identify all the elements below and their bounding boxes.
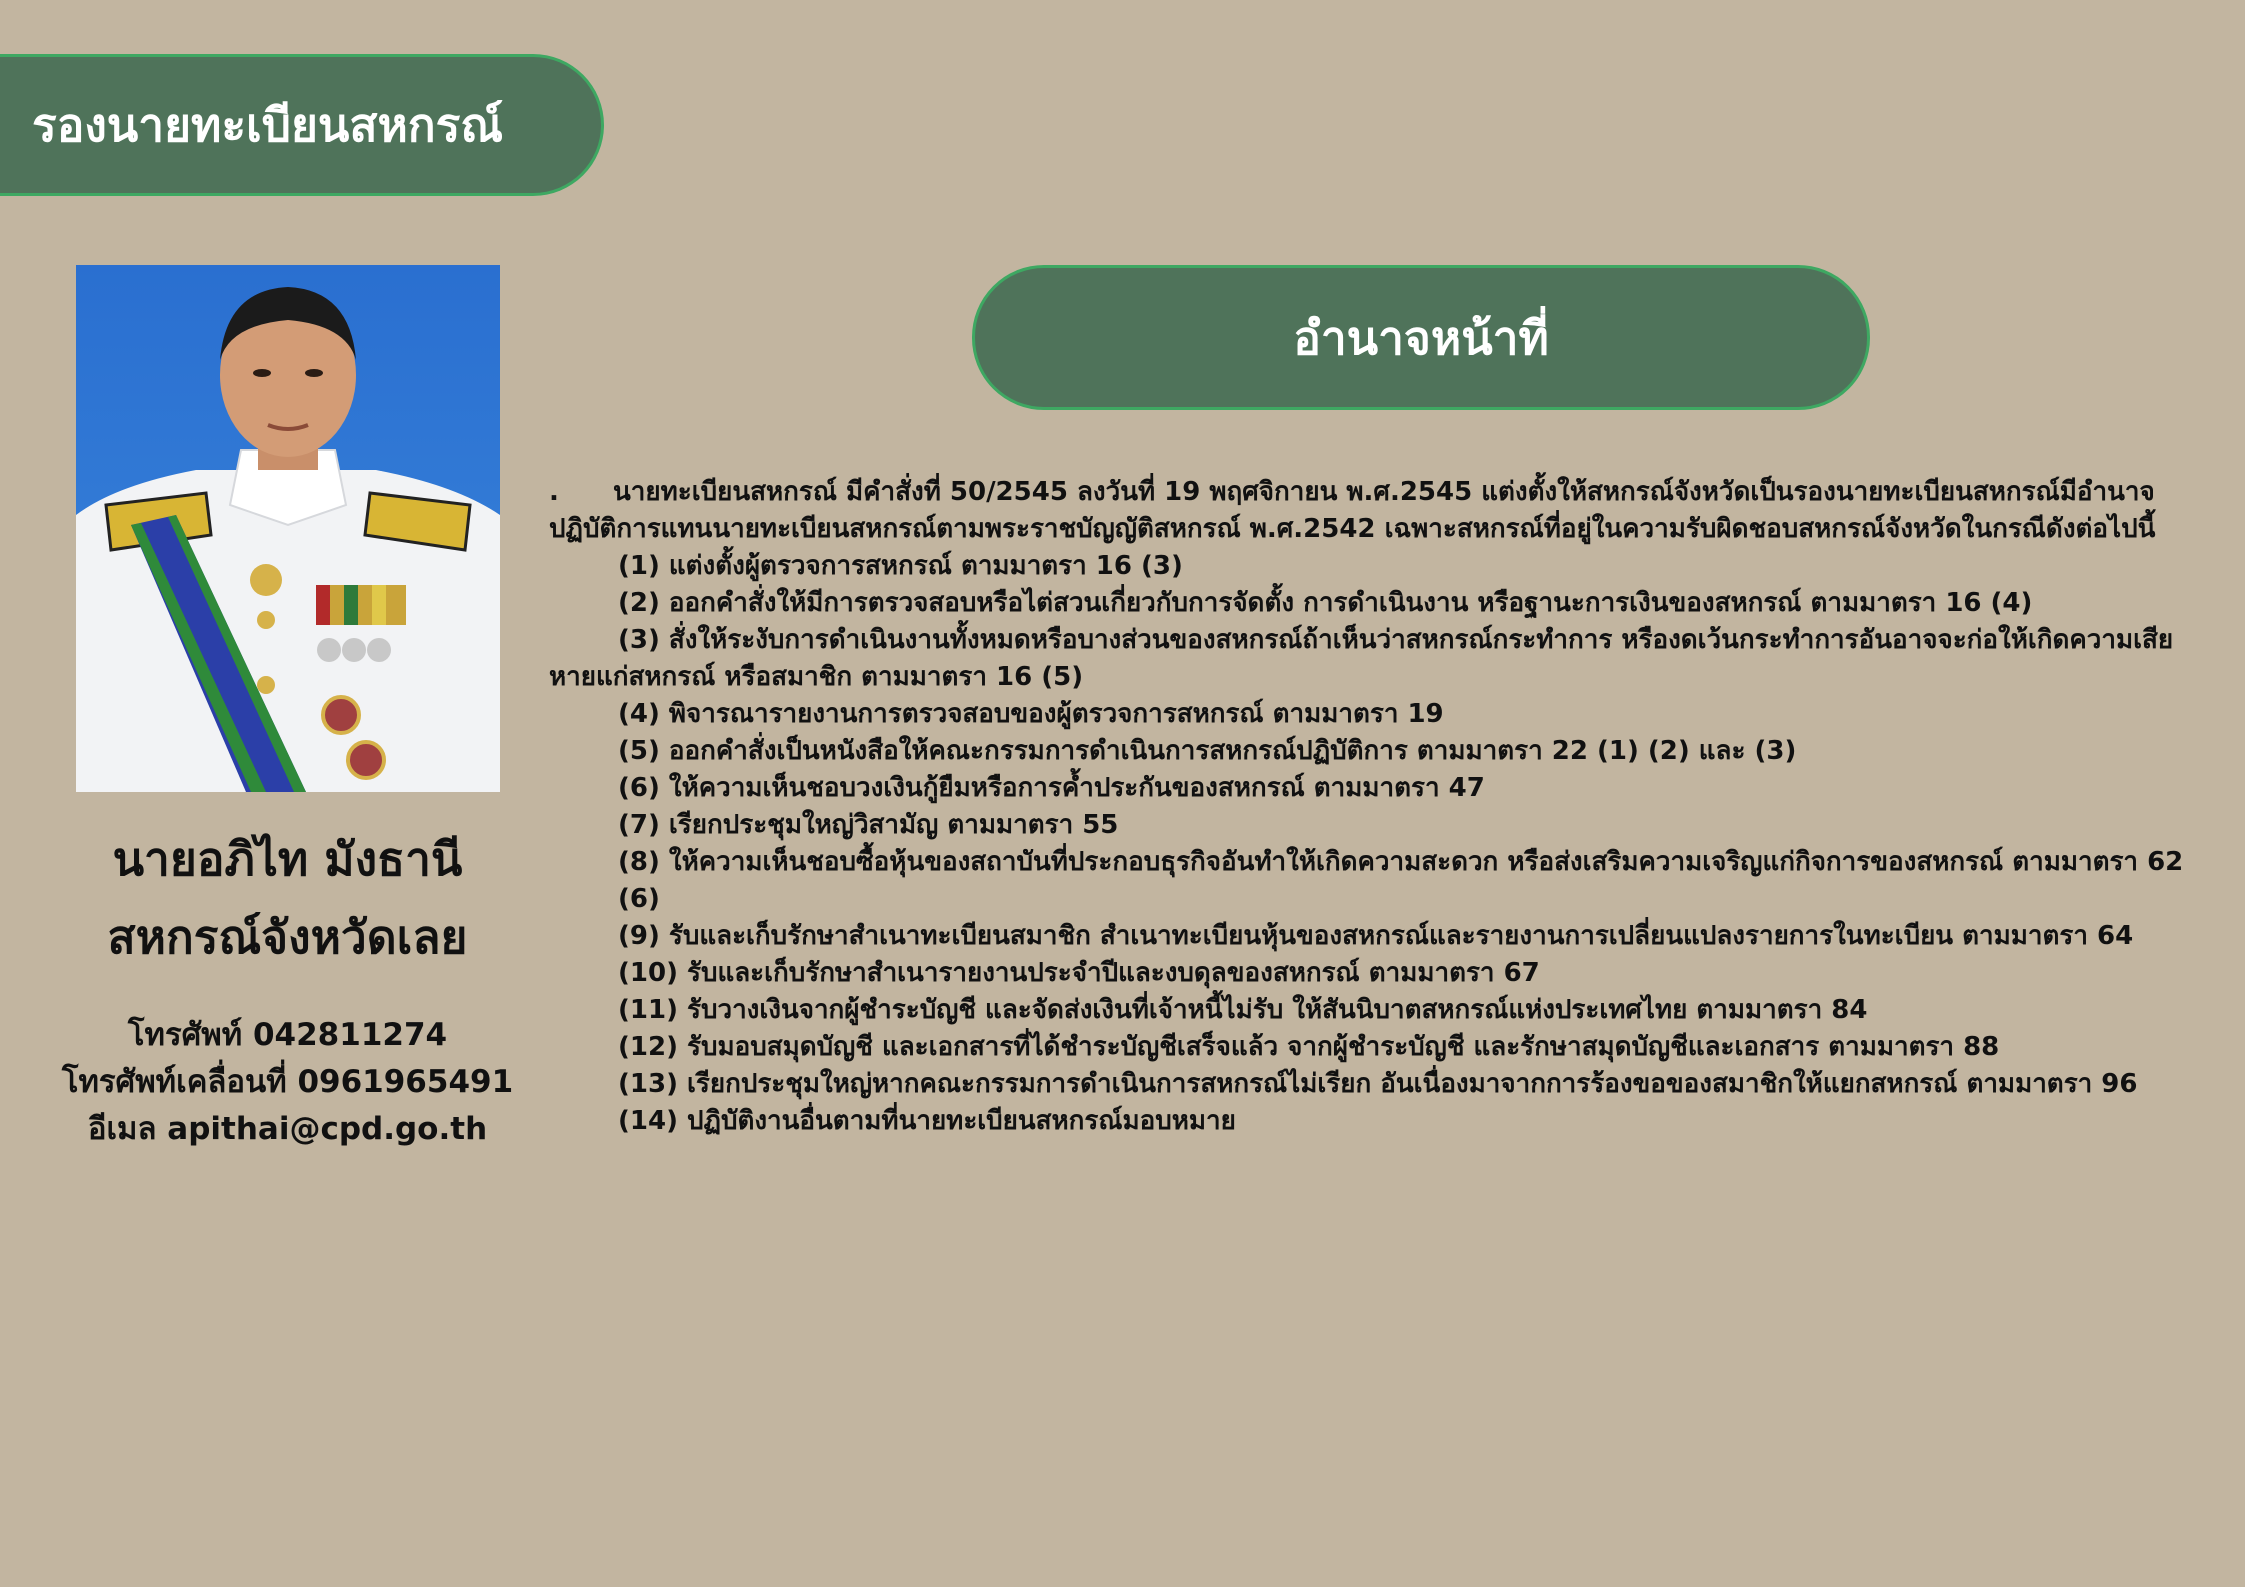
section-heading: อำนาจหน้าที่ bbox=[1293, 310, 1549, 365]
mobile-text: โทรศัพท์เคลื่อนที่ 0961965491 bbox=[61, 1064, 514, 1100]
duty-item: (8) ให้ความเห็นชอบซื้อหุ้นของสถาบันที่ประกอบธุรกิจอันทำให้เกิดความสะดวก หรือส่งเสริมความเจริญแก่กิจการของสหกรณ์ ตามมาตรา 62 (6) bbox=[618, 847, 2184, 914]
contact-block bbox=[30, 1012, 545, 1153]
email-text: อีเมล apithai@cpd.go.th bbox=[87, 1111, 488, 1147]
profile-name: นายอภิไท มังธานี bbox=[112, 832, 463, 886]
duty-item: (5) ออกคำสั่งเป็นหนังสือให้คณะกรรมการดำเนินการสหกรณ์ปฏิบัติการ ตามมาตรา 22 (1) (2) และ (3) bbox=[618, 736, 1797, 766]
duties-intro: . นายทะเบียนสหกรณ์ มีคำสั่งที่ 50/2545 ลงวันที่ 19 พฤศจิกายน พ.ศ.2545 แต่งตั้งให้สหกรณ์จังหวัดเป็นรองนายทะเบียนสหกรณ์มีอำนาจปฏิบัติการแทนนายทะเบียนสหกรณ์ตามพระราชบัญญัติสหกรณ์ พ.ศ.2542 เฉพาะสหกรณ์ที่อยู่ในความรับผิดชอบสหกรณ์จังหวัดในกรณีดังต่อไปนี้ bbox=[549, 474, 2205, 548]
duty-item: (14) ปฏิบัติงานอื่นตามที่นายทะเบียนสหกรณ์มอบหมาย bbox=[618, 1106, 1236, 1136]
duty-item: (12) รับมอบสมุดบัญชี และเอกสารที่ได้ชำระบัญชีเสร็จแล้ว จากผู้ชำระบัญชี และรักษาสมุดบัญชีและเอกสาร ตามมาตรา 88 bbox=[618, 1032, 2000, 1062]
duty-item: (6) ให้ความเห็นชอบวงเงินกู้ยืมหรือการค้ำประกันของสหกรณ์ ตามมาตรา 47 bbox=[618, 773, 1485, 803]
page-title-banner bbox=[0, 54, 604, 196]
duty-item: (2) ออกคำสั่งให้มีการตรวจสอบหรือไต่สวนเกี่ยวกับการจัดตั้ง การดำเนินงาน หรือฐานะการเงินของสหกรณ์ ตามมาตรา 16 (4) bbox=[618, 588, 2033, 618]
section-heading-banner bbox=[972, 265, 1870, 410]
duty-item: (4) พิจารณารายงานการตรวจสอบของผู้ตรวจการสหกรณ์ ตามมาตรา 19 bbox=[618, 699, 1444, 729]
duty-item: (1) แต่งตั้งผู้ตรวจการสหกรณ์ ตามมาตรา 16 (3) bbox=[618, 551, 1183, 581]
duty-item: (7) เรียกประชุมใหญ่วิสามัญ ตามมาตรา 55 bbox=[618, 810, 1119, 840]
phone-text: โทรศัพท์ 042811274 bbox=[127, 1017, 448, 1053]
duty-item: (10) รับและเก็บรักษาสำเนารายงานประจำปีและงบดุลของสหกรณ์ ตามมาตรา 67 bbox=[618, 958, 1540, 988]
page-title: รองนายทะเบียนสหกรณ์ bbox=[32, 98, 504, 152]
bullet-marker: . bbox=[549, 477, 559, 507]
duty-item: (9) รับและเก็บรักษาสำเนาทะเบียนสมาชิก สำเนาทะเบียนหุ้นของสหกรณ์และรายงานการเปลี่ยนแปลงรายการในทะเบียน ตามมาตรา 64 bbox=[618, 921, 2134, 951]
profile-name-block bbox=[30, 820, 545, 976]
duty-item: (11) รับวางเงินจากผู้ชำระบัญชี และจัดส่งเงินที่เจ้าหนี้ไม่รับ ให้สันนิบาตสหกรณ์แห่งประเทศไทย ตามมาตรา 84 bbox=[618, 995, 1868, 1025]
duties-text bbox=[549, 474, 2205, 1140]
duty-item: (3) สั่งให้ระงับการดำเนินงานทั้งหมดหรือบางส่วนของสหกรณ์ถ้าเห็นว่าสหกรณ์กระทำการ หรืองดเว้นกระทำการอันอาจจะก่อให้เกิดความเสียหายแก่สหกรณ์ หรือสมาชิก ตามมาตรา 16 (5) bbox=[549, 625, 2174, 692]
portrait-photo bbox=[76, 265, 500, 792]
profile-position: สหกรณ์จังหวัดเลย bbox=[107, 910, 468, 964]
duty-item: (13) เรียกประชุมใหญ่หากคณะกรรมการดำเนินการสหกรณ์ไม่เรียก อันเนื่องมาจากการร้องขอของสมาชิกให้แยกสหกรณ์ ตามมาตรา 96 bbox=[618, 1069, 2138, 1099]
